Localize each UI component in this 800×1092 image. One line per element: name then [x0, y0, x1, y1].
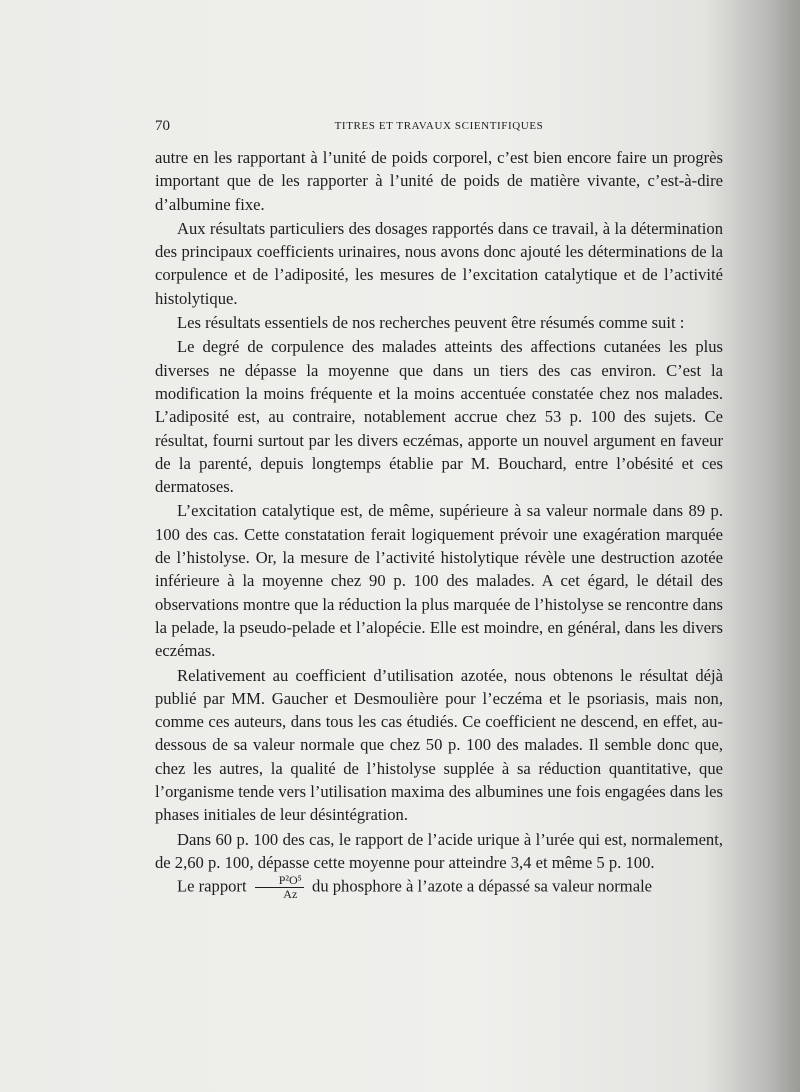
fraction-numerator: P²O⁵	[255, 874, 304, 888]
paragraph: Relativement au coefficient d’utilisation azotée, nous obtenons le résultat déjà publié par MM. Gaucher et Desmoulière pour l’eczéma et le psoriasis, mais non, comme ces auteurs, dans tous les cas étudiés. Ce coefficient ne descend, en effet, au-dessous de sa valeur normale que chez 50 p. 100 des malades. Il semble donc que, chez les autres, la qualité de l’histolyse supplée à sa réduction quantitative, que l’organisme tende vers l’utilisation maxima des albumines une fois engagées dans les phases initiales de leur désintégration.	[155, 665, 723, 825]
ratio-text-after: du phosphore à l’azote a dépassé sa valeur normale	[312, 876, 653, 896]
fraction	[255, 874, 304, 901]
paragraph: Dans 60 p. 100 des cas, le rapport de l’acide urique à l’urée qui est, normalement, de 2,60 p. 100, dépasse cette moyenne pour atteindre 3,4 et même 5 p. 100.	[155, 829, 723, 872]
fraction-denominator: Az	[283, 887, 298, 902]
running-title: TITRES ET TRAVAUX SCIENTIFIQUES	[334, 120, 544, 132]
paragraph: Les résultats essentiels de nos recherches peuvent être résumés comme suit :	[177, 313, 685, 333]
paragraph-ratio	[155, 874, 723, 901]
paragraph: L’excitation catalytique est, de même, supérieure à sa valeur normale dans 89 p. 100 des cas. Cette constatation ferait logiquement prévoir une exagération marquée de l’histolyse. Or, la mesure de l’activité histolytique révèle une destruction azotée inférieure à la moyenne chez 90 p. 100 des malades. A cet égard, le détail des observations montre que la réduction la plus marquée de l’histolyse se rencontre dans la pelade, la pseudo-pelade et l’alopécie. Elle est moindre, en général, dans les divers eczémas.	[155, 501, 723, 661]
page-number: 70	[155, 118, 170, 134]
ratio-text-before: Le rapport	[177, 876, 247, 896]
paragraph: autre en les rapportant à l’unité de poids corporel, c’est bien encore faire un progrès important que de les rapporter à l’unité de poids de matière vivante, c’est-à-dire d’albumine fixe.	[155, 148, 723, 214]
paragraph: Aux résultats particuliers des dosages rapportés dans ce travail, à la détermination des principaux coefficients urinaires, nous avons donc ajouté les déterminations de la corpulence et de l’adiposité, les mesures de l’excitation catalytique et de l’activité histolytique.	[155, 218, 723, 308]
body-text	[155, 146, 723, 901]
paragraph: Le degré de corpulence des malades atteints des affections cutanées les plus diverses ne dépasse la moyenne que dans un tiers des cas environ. C’est la modification la moins fréquente et la moins accentuée constatée chez nos malades. L’adiposité est, au contraire, notablement accrue chez 53 p. 100 des sujets. Ce résultat, fourni surtout par les divers eczémas, apporte un nouvel argument en faveur de la parenté, depuis longtemps établie par M. Bouchard, entre l’obésité et ces dermatoses.	[155, 337, 723, 497]
page-header	[155, 118, 723, 138]
